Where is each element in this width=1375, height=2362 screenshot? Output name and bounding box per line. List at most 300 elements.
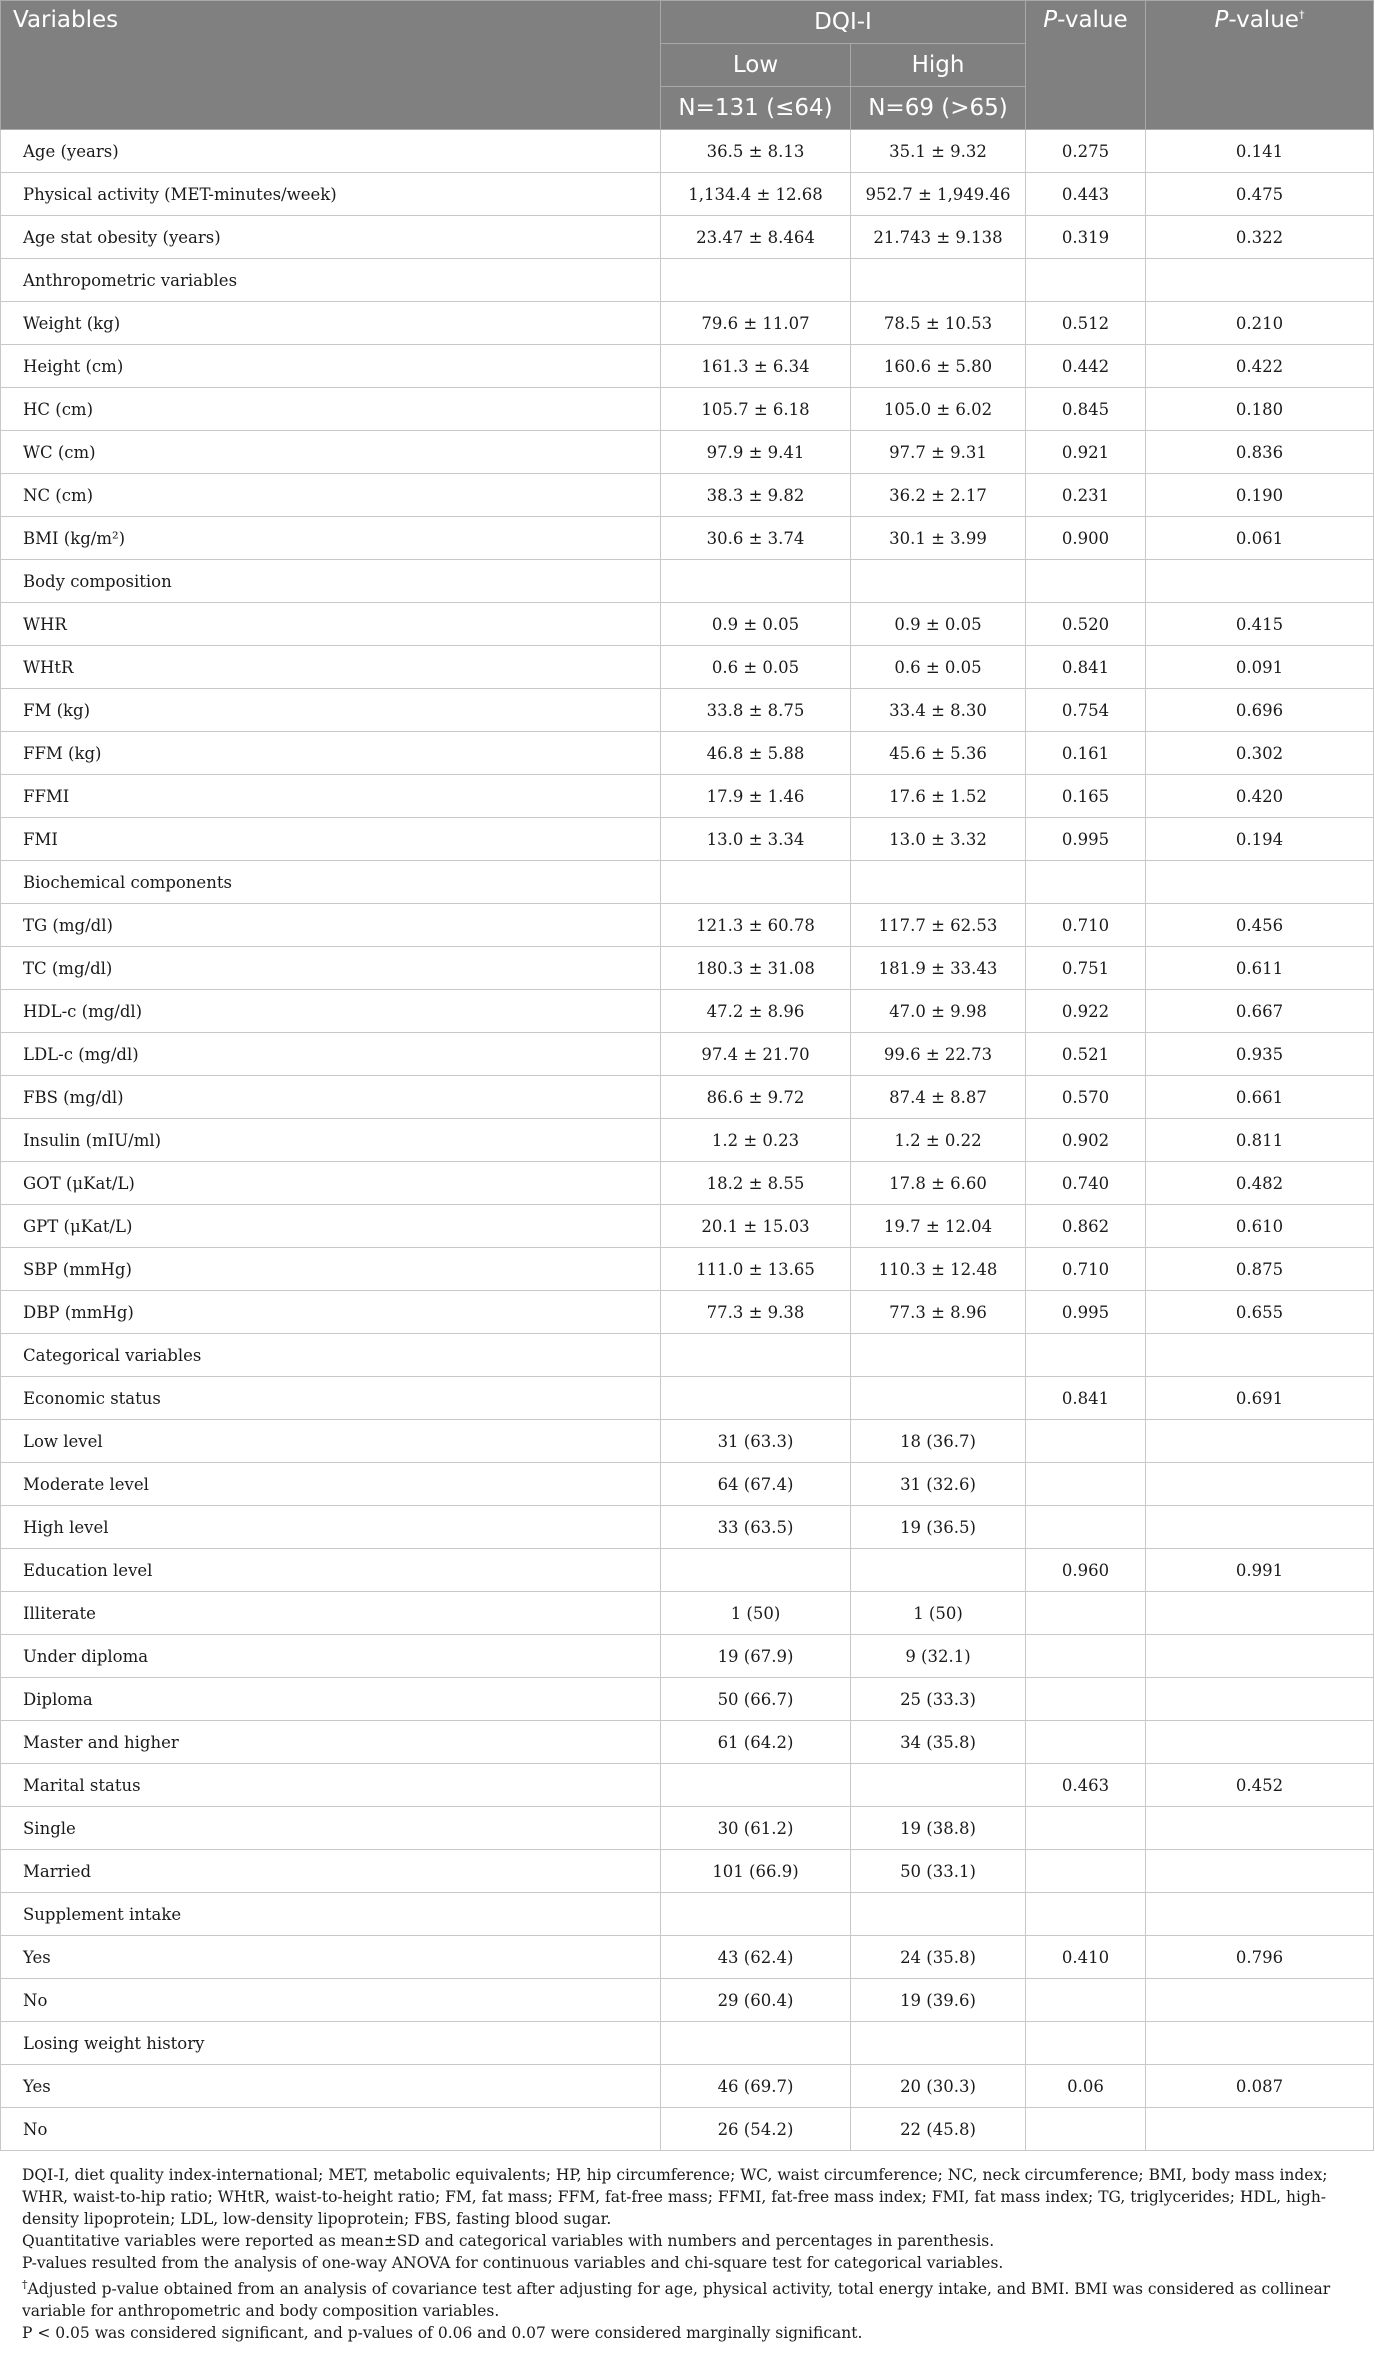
cell-high: 50 (33.1)	[851, 1850, 1026, 1893]
row-label: Moderate level	[1, 1463, 661, 1506]
cell-high	[851, 1377, 1026, 1420]
cell-low: 19 (67.9)	[661, 1635, 851, 1678]
cell-low	[661, 560, 851, 603]
cell-high: 17.6 ± 1.52	[851, 775, 1026, 818]
header-pvalue-rest: -value	[1057, 7, 1128, 33]
footnote-abbreviations: DQI-I, diet quality index-international; MET, metabolic equivalents; HP, hip circumference; WC, waist circumference; NC, neck circumference; BMI, body mass index; WHR, waist-to-hip ratio; WHtR, waist-to-height ratio; FM, fat mass; FFM, fat-free mass; FFMI, fat-free mass index; FMI, fat mass index; TG, triglycerides; HDL, high-density lipoprotein; LDL, low-density lipoprotein; FBS, fasting blood sugar.	[22, 2166, 1328, 2228]
table-row	[1, 1506, 1374, 1549]
cell-low: 13.0 ± 3.34	[661, 818, 851, 861]
cell-low: 111.0 ± 13.65	[661, 1248, 851, 1291]
table-row	[1, 732, 1374, 775]
cell-pvalue: 0.921	[1026, 431, 1146, 474]
cell-high	[851, 259, 1026, 302]
cell-high: 34 (35.8)	[851, 1721, 1026, 1764]
cell-low	[661, 2022, 851, 2065]
cell-high: 22 (45.8)	[851, 2108, 1026, 2151]
row-label: FFM (kg)	[1, 732, 661, 775]
cell-high: 1 (50)	[851, 1592, 1026, 1635]
cell-high: 97.7 ± 9.31	[851, 431, 1026, 474]
row-label: High level	[1, 1506, 661, 1549]
row-label: Supplement intake	[1, 1893, 661, 1936]
row-label: Diploma	[1, 1678, 661, 1721]
table-row	[1, 861, 1374, 904]
header-pvalue-p: P	[1043, 7, 1058, 33]
table-row	[1, 1635, 1374, 1678]
cell-pvalue-adjusted: 0.611	[1146, 947, 1374, 990]
table-row	[1, 345, 1374, 388]
cell-pvalue-adjusted	[1146, 259, 1374, 302]
cell-pvalue-adjusted	[1146, 1463, 1374, 1506]
row-label: Physical activity (MET-minutes/week)	[1, 173, 661, 216]
cell-pvalue-adjusted: 0.061	[1146, 517, 1374, 560]
cell-high	[851, 1893, 1026, 1936]
header-dagger: †	[1298, 8, 1305, 22]
cell-pvalue-adjusted	[1146, 1420, 1374, 1463]
row-label: Yes	[1, 1936, 661, 1979]
cell-low: 33.8 ± 8.75	[661, 689, 851, 732]
row-label: Illiterate	[1, 1592, 661, 1635]
table-row	[1, 1721, 1374, 1764]
cell-high: 36.2 ± 2.17	[851, 474, 1026, 517]
table-row	[1, 947, 1374, 990]
cell-low: 46.8 ± 5.88	[661, 732, 851, 775]
cell-pvalue: 0.165	[1026, 775, 1146, 818]
header-n-high: N=69 (>65)	[851, 87, 1026, 130]
cell-high	[851, 861, 1026, 904]
cell-pvalue	[1026, 560, 1146, 603]
cell-pvalue-adjusted: 0.610	[1146, 1205, 1374, 1248]
cell-pvalue: 0.960	[1026, 1549, 1146, 1592]
cell-pvalue-adjusted: 0.655	[1146, 1291, 1374, 1334]
cell-pvalue	[1026, 1979, 1146, 2022]
cell-low: 30.6 ± 3.74	[661, 517, 851, 560]
cell-high: 19 (36.5)	[851, 1506, 1026, 1549]
cell-pvalue-adjusted: 0.194	[1146, 818, 1374, 861]
cell-high: 20 (30.3)	[851, 2065, 1026, 2108]
cell-high: 1.2 ± 0.22	[851, 1119, 1026, 1162]
cell-pvalue: 0.161	[1026, 732, 1146, 775]
table-row	[1, 517, 1374, 560]
cell-low: 61 (64.2)	[661, 1721, 851, 1764]
cell-pvalue-adjusted: 0.691	[1146, 1377, 1374, 1420]
cell-pvalue-adjusted	[1146, 1893, 1374, 1936]
cell-pvalue: 0.995	[1026, 1291, 1146, 1334]
cell-low: 79.6 ± 11.07	[661, 302, 851, 345]
cell-pvalue: 0.922	[1026, 990, 1146, 1033]
footnote-pvalues: P-values resulted from the analysis of one-way ANOVA for continuous variables and chi-square test for categorical variables.	[22, 2254, 1004, 2272]
cell-high	[851, 1334, 1026, 1377]
cell-pvalue-adjusted	[1146, 1721, 1374, 1764]
cell-pvalue	[1026, 861, 1146, 904]
cell-low: 26 (54.2)	[661, 2108, 851, 2151]
cell-low: 77.3 ± 9.38	[661, 1291, 851, 1334]
cell-pvalue-adjusted: 0.422	[1146, 345, 1374, 388]
cell-high: 78.5 ± 10.53	[851, 302, 1026, 345]
cell-pvalue	[1026, 1893, 1146, 1936]
header-pvalue	[1026, 1, 1146, 130]
row-label: Low level	[1, 1420, 661, 1463]
cell-pvalue-adjusted	[1146, 2108, 1374, 2151]
cell-high: 110.3 ± 12.48	[851, 1248, 1026, 1291]
cell-pvalue-adjusted: 0.302	[1146, 732, 1374, 775]
cell-high: 47.0 ± 9.98	[851, 990, 1026, 1033]
row-label: Insulin (mIU/ml)	[1, 1119, 661, 1162]
row-label: Weight (kg)	[1, 302, 661, 345]
row-label: Height (cm)	[1, 345, 661, 388]
table-row	[1, 1764, 1374, 1807]
cell-low: 161.3 ± 6.34	[661, 345, 851, 388]
cell-pvalue: 0.841	[1026, 646, 1146, 689]
table-row	[1, 2022, 1374, 2065]
row-label: Marital status	[1, 1764, 661, 1807]
cell-high	[851, 1549, 1026, 1592]
cell-low	[661, 1764, 851, 1807]
cell-pvalue-adjusted	[1146, 1592, 1374, 1635]
cell-high: 181.9 ± 33.43	[851, 947, 1026, 990]
cell-high: 13.0 ± 3.32	[851, 818, 1026, 861]
table-row	[1, 1248, 1374, 1291]
cell-low: 30 (61.2)	[661, 1807, 851, 1850]
cell-pvalue-adjusted: 0.667	[1146, 990, 1374, 1033]
cell-low	[661, 1377, 851, 1420]
table-row	[1, 560, 1374, 603]
cell-pvalue-adjusted: 0.811	[1146, 1119, 1374, 1162]
cell-pvalue	[1026, 1635, 1146, 1678]
cell-pvalue-adjusted	[1146, 560, 1374, 603]
cell-pvalue: 0.319	[1026, 216, 1146, 259]
row-label: WHR	[1, 603, 661, 646]
cell-pvalue: 0.754	[1026, 689, 1146, 732]
header-pvalue2-p: P	[1214, 7, 1229, 33]
cell-low	[661, 861, 851, 904]
cell-low: 0.6 ± 0.05	[661, 646, 851, 689]
table-row	[1, 1893, 1374, 1936]
table-row	[1, 173, 1374, 216]
cell-pvalue: 0.740	[1026, 1162, 1146, 1205]
cell-low: 1.2 ± 0.23	[661, 1119, 851, 1162]
cell-pvalue-adjusted: 0.210	[1146, 302, 1374, 345]
cell-high: 25 (33.3)	[851, 1678, 1026, 1721]
cell-pvalue: 0.512	[1026, 302, 1146, 345]
row-label: TG (mg/dl)	[1, 904, 661, 947]
header-n-low: N=131 (≤64)	[661, 87, 851, 130]
table-row	[1, 388, 1374, 431]
cell-pvalue-adjusted: 0.836	[1146, 431, 1374, 474]
cell-pvalue	[1026, 2108, 1146, 2151]
cell-low: 43 (62.4)	[661, 1936, 851, 1979]
cell-low	[661, 1549, 851, 1592]
cell-pvalue-adjusted: 0.420	[1146, 775, 1374, 818]
cell-pvalue-adjusted	[1146, 1979, 1374, 2022]
cell-pvalue: 0.463	[1026, 1764, 1146, 1807]
row-label: Biochemical components	[1, 861, 661, 904]
cell-pvalue-adjusted	[1146, 1807, 1374, 1850]
cell-pvalue	[1026, 1592, 1146, 1635]
cell-high: 105.0 ± 6.02	[851, 388, 1026, 431]
table-row	[1, 1377, 1374, 1420]
cell-high: 77.3 ± 8.96	[851, 1291, 1026, 1334]
cell-pvalue	[1026, 2022, 1146, 2065]
cell-low: 23.47 ± 8.464	[661, 216, 851, 259]
cell-pvalue: 0.410	[1026, 1936, 1146, 1979]
cell-pvalue-adjusted: 0.875	[1146, 1248, 1374, 1291]
cell-low: 105.7 ± 6.18	[661, 388, 851, 431]
cell-low: 0.9 ± 0.05	[661, 603, 851, 646]
cell-low	[661, 259, 851, 302]
cell-high	[851, 560, 1026, 603]
cell-high: 99.6 ± 22.73	[851, 1033, 1026, 1076]
cell-pvalue: 0.521	[1026, 1033, 1146, 1076]
table-row	[1, 474, 1374, 517]
cell-high: 35.1 ± 9.32	[851, 130, 1026, 173]
cell-high: 18 (36.7)	[851, 1420, 1026, 1463]
cell-high	[851, 1764, 1026, 1807]
cell-low: 97.4 ± 21.70	[661, 1033, 851, 1076]
table-row	[1, 216, 1374, 259]
cell-pvalue: 0.710	[1026, 904, 1146, 947]
table-row	[1, 431, 1374, 474]
table-row	[1, 1076, 1374, 1119]
cell-pvalue-adjusted	[1146, 1635, 1374, 1678]
table-row	[1, 1549, 1374, 1592]
cell-high: 117.7 ± 62.53	[851, 904, 1026, 947]
header-pvalue2-rest: -value	[1228, 7, 1299, 33]
cell-pvalue: 0.900	[1026, 517, 1146, 560]
row-label: DBP (mmHg)	[1, 1291, 661, 1334]
table-row	[1, 646, 1374, 689]
row-label: Master and higher	[1, 1721, 661, 1764]
header-high: High	[851, 44, 1026, 87]
cell-high: 952.7 ± 1,949.46	[851, 173, 1026, 216]
row-label: FBS (mg/dl)	[1, 1076, 661, 1119]
cell-low: 1 (50)	[661, 1592, 851, 1635]
cell-pvalue-adjusted: 0.141	[1146, 130, 1374, 173]
table-row	[1, 302, 1374, 345]
table-row	[1, 1334, 1374, 1377]
cell-pvalue-adjusted	[1146, 2022, 1374, 2065]
footnote-quantitative: Quantitative variables were reported as mean±SD and categorical variables with numbers and percentages in parenthesis.	[22, 2232, 995, 2250]
cell-pvalue-adjusted	[1146, 1506, 1374, 1549]
cell-pvalue-adjusted: 0.696	[1146, 689, 1374, 732]
table-row	[1, 1033, 1374, 1076]
row-label: GOT (μKat/L)	[1, 1162, 661, 1205]
table-row	[1, 1936, 1374, 1979]
table-row	[1, 603, 1374, 646]
row-label: Economic status	[1, 1377, 661, 1420]
table-row	[1, 1119, 1374, 1162]
row-label: Under diploma	[1, 1635, 661, 1678]
row-label: Single	[1, 1807, 661, 1850]
row-label: Age stat obesity (years)	[1, 216, 661, 259]
row-label: Losing weight history	[1, 2022, 661, 2065]
cell-pvalue: 0.520	[1026, 603, 1146, 646]
cell-low: 29 (60.4)	[661, 1979, 851, 2022]
cell-pvalue: 0.862	[1026, 1205, 1146, 1248]
row-label: Education level	[1, 1549, 661, 1592]
cell-high: 160.6 ± 5.80	[851, 345, 1026, 388]
footnote-adjusted-text: Adjusted p-value obtained from an analysis of covariance test after adjusting for age, physical activity, total energy intake, and BMI. BMI was considered as collinear variable for anthropometric and body composition variables.	[22, 2280, 1331, 2321]
table-row	[1, 689, 1374, 732]
row-label: No	[1, 2108, 661, 2151]
table-header	[1, 1, 1374, 130]
table-row	[1, 1463, 1374, 1506]
cell-pvalue-adjusted: 0.322	[1146, 216, 1374, 259]
cell-low: 36.5 ± 8.13	[661, 130, 851, 173]
cell-pvalue	[1026, 1721, 1146, 1764]
table-row	[1, 904, 1374, 947]
cell-pvalue	[1026, 1463, 1146, 1506]
row-label: GPT (μKat/L)	[1, 1205, 661, 1248]
table-row	[1, 1592, 1374, 1635]
table-row	[1, 130, 1374, 173]
cell-low: 17.9 ± 1.46	[661, 775, 851, 818]
row-label: LDL-c (mg/dl)	[1, 1033, 661, 1076]
cell-pvalue: 0.443	[1026, 173, 1146, 216]
table-row	[1, 1807, 1374, 1850]
cell-low: 20.1 ± 15.03	[661, 1205, 851, 1248]
cell-pvalue-adjusted: 0.475	[1146, 173, 1374, 216]
cell-pvalue-adjusted: 0.415	[1146, 603, 1374, 646]
table-row	[1, 1678, 1374, 1721]
cell-low: 180.3 ± 31.08	[661, 947, 851, 990]
row-label: SBP (mmHg)	[1, 1248, 661, 1291]
cell-low: 38.3 ± 9.82	[661, 474, 851, 517]
cell-pvalue	[1026, 1807, 1146, 1850]
header-pvalue-adjusted	[1146, 1, 1374, 130]
cell-pvalue: 0.841	[1026, 1377, 1146, 1420]
table-footnotes	[22, 2164, 1367, 2344]
cell-pvalue	[1026, 1334, 1146, 1377]
row-label: Anthropometric variables	[1, 259, 661, 302]
cell-low: 31 (63.3)	[661, 1420, 851, 1463]
cell-low: 46 (69.7)	[661, 2065, 851, 2108]
cell-low: 64 (67.4)	[661, 1463, 851, 1506]
table-row	[1, 2065, 1374, 2108]
cell-pvalue	[1026, 1420, 1146, 1463]
footnote-dagger: †	[22, 2278, 28, 2291]
cell-pvalue	[1026, 1850, 1146, 1893]
row-label: Categorical variables	[1, 1334, 661, 1377]
cell-pvalue	[1026, 1506, 1146, 1549]
cell-pvalue-adjusted: 0.796	[1146, 1936, 1374, 1979]
table-row	[1, 775, 1374, 818]
cell-high: 31 (32.6)	[851, 1463, 1026, 1506]
cell-pvalue-adjusted: 0.180	[1146, 388, 1374, 431]
row-label: Yes	[1, 2065, 661, 2108]
footnote-adjusted	[22, 2274, 1367, 2322]
cell-low: 18.2 ± 8.55	[661, 1162, 851, 1205]
cell-pvalue-adjusted: 0.091	[1146, 646, 1374, 689]
cell-pvalue: 0.710	[1026, 1248, 1146, 1291]
table-row	[1, 1420, 1374, 1463]
cell-low	[661, 1334, 851, 1377]
cell-high: 87.4 ± 8.87	[851, 1076, 1026, 1119]
cell-low: 47.2 ± 8.96	[661, 990, 851, 1033]
cell-pvalue-adjusted: 0.482	[1146, 1162, 1374, 1205]
table-row	[1, 818, 1374, 861]
row-label: NC (cm)	[1, 474, 661, 517]
table-row	[1, 1291, 1374, 1334]
cell-low: 50 (66.7)	[661, 1678, 851, 1721]
row-label: FFMI	[1, 775, 661, 818]
cell-high: 0.6 ± 0.05	[851, 646, 1026, 689]
table-row	[1, 1850, 1374, 1893]
cell-high: 19.7 ± 12.04	[851, 1205, 1026, 1248]
table-row	[1, 1162, 1374, 1205]
cell-pvalue: 0.231	[1026, 474, 1146, 517]
header-low: Low	[661, 44, 851, 87]
cell-high: 24 (35.8)	[851, 1936, 1026, 1979]
row-label: HC (cm)	[1, 388, 661, 431]
header-dqi: DQI-I	[661, 1, 1026, 44]
cell-high: 30.1 ± 3.99	[851, 517, 1026, 560]
cell-low: 1,134.4 ± 12.68	[661, 173, 851, 216]
cell-pvalue	[1026, 259, 1146, 302]
cell-low: 86.6 ± 9.72	[661, 1076, 851, 1119]
row-label: Married	[1, 1850, 661, 1893]
cell-pvalue: 0.06	[1026, 2065, 1146, 2108]
cell-pvalue: 0.902	[1026, 1119, 1146, 1162]
row-label: HDL-c (mg/dl)	[1, 990, 661, 1033]
cell-pvalue-adjusted: 0.991	[1146, 1549, 1374, 1592]
cell-high: 19 (38.8)	[851, 1807, 1026, 1850]
cell-pvalue-adjusted: 0.456	[1146, 904, 1374, 947]
cell-pvalue	[1026, 1678, 1146, 1721]
table-row	[1, 1205, 1374, 1248]
cell-pvalue-adjusted	[1146, 1334, 1374, 1377]
cell-pvalue: 0.442	[1026, 345, 1146, 388]
row-label: WHtR	[1, 646, 661, 689]
cell-pvalue-adjusted: 0.452	[1146, 1764, 1374, 1807]
cell-high: 0.9 ± 0.05	[851, 603, 1026, 646]
cell-pvalue: 0.995	[1026, 818, 1146, 861]
cell-high: 17.8 ± 6.60	[851, 1162, 1026, 1205]
row-label: Age (years)	[1, 130, 661, 173]
cell-pvalue: 0.275	[1026, 130, 1146, 173]
table-body	[1, 130, 1374, 2151]
cell-low: 101 (66.9)	[661, 1850, 851, 1893]
cell-low: 97.9 ± 9.41	[661, 431, 851, 474]
cell-low: 33 (63.5)	[661, 1506, 851, 1549]
header-variables: Variables	[1, 1, 661, 130]
cell-high: 45.6 ± 5.36	[851, 732, 1026, 775]
cell-pvalue: 0.845	[1026, 388, 1146, 431]
row-label: Body composition	[1, 560, 661, 603]
footnote-significance: P < 0.05 was considered significant, and p-values of 0.06 and 0.07 were considered marginally significant.	[22, 2324, 863, 2343]
cell-pvalue: 0.751	[1026, 947, 1146, 990]
cell-high: 33.4 ± 8.30	[851, 689, 1026, 732]
row-label: FM (kg)	[1, 689, 661, 732]
cell-pvalue-adjusted	[1146, 1850, 1374, 1893]
table-row	[1, 259, 1374, 302]
cell-high	[851, 2022, 1026, 2065]
cell-low: 121.3 ± 60.78	[661, 904, 851, 947]
cell-pvalue: 0.570	[1026, 1076, 1146, 1119]
row-label: BMI (kg/m²)	[1, 517, 661, 560]
cell-pvalue-adjusted: 0.087	[1146, 2065, 1374, 2108]
cell-pvalue-adjusted: 0.661	[1146, 1076, 1374, 1119]
table-row	[1, 2108, 1374, 2151]
cell-pvalue-adjusted: 0.190	[1146, 474, 1374, 517]
row-label: WC (cm)	[1, 431, 661, 474]
cell-high: 21.743 ± 9.138	[851, 216, 1026, 259]
row-label: FMI	[1, 818, 661, 861]
cell-pvalue-adjusted	[1146, 1678, 1374, 1721]
cell-pvalue-adjusted: 0.935	[1146, 1033, 1374, 1076]
table-row	[1, 990, 1374, 1033]
cell-pvalue-adjusted	[1146, 861, 1374, 904]
table-row	[1, 1979, 1374, 2022]
